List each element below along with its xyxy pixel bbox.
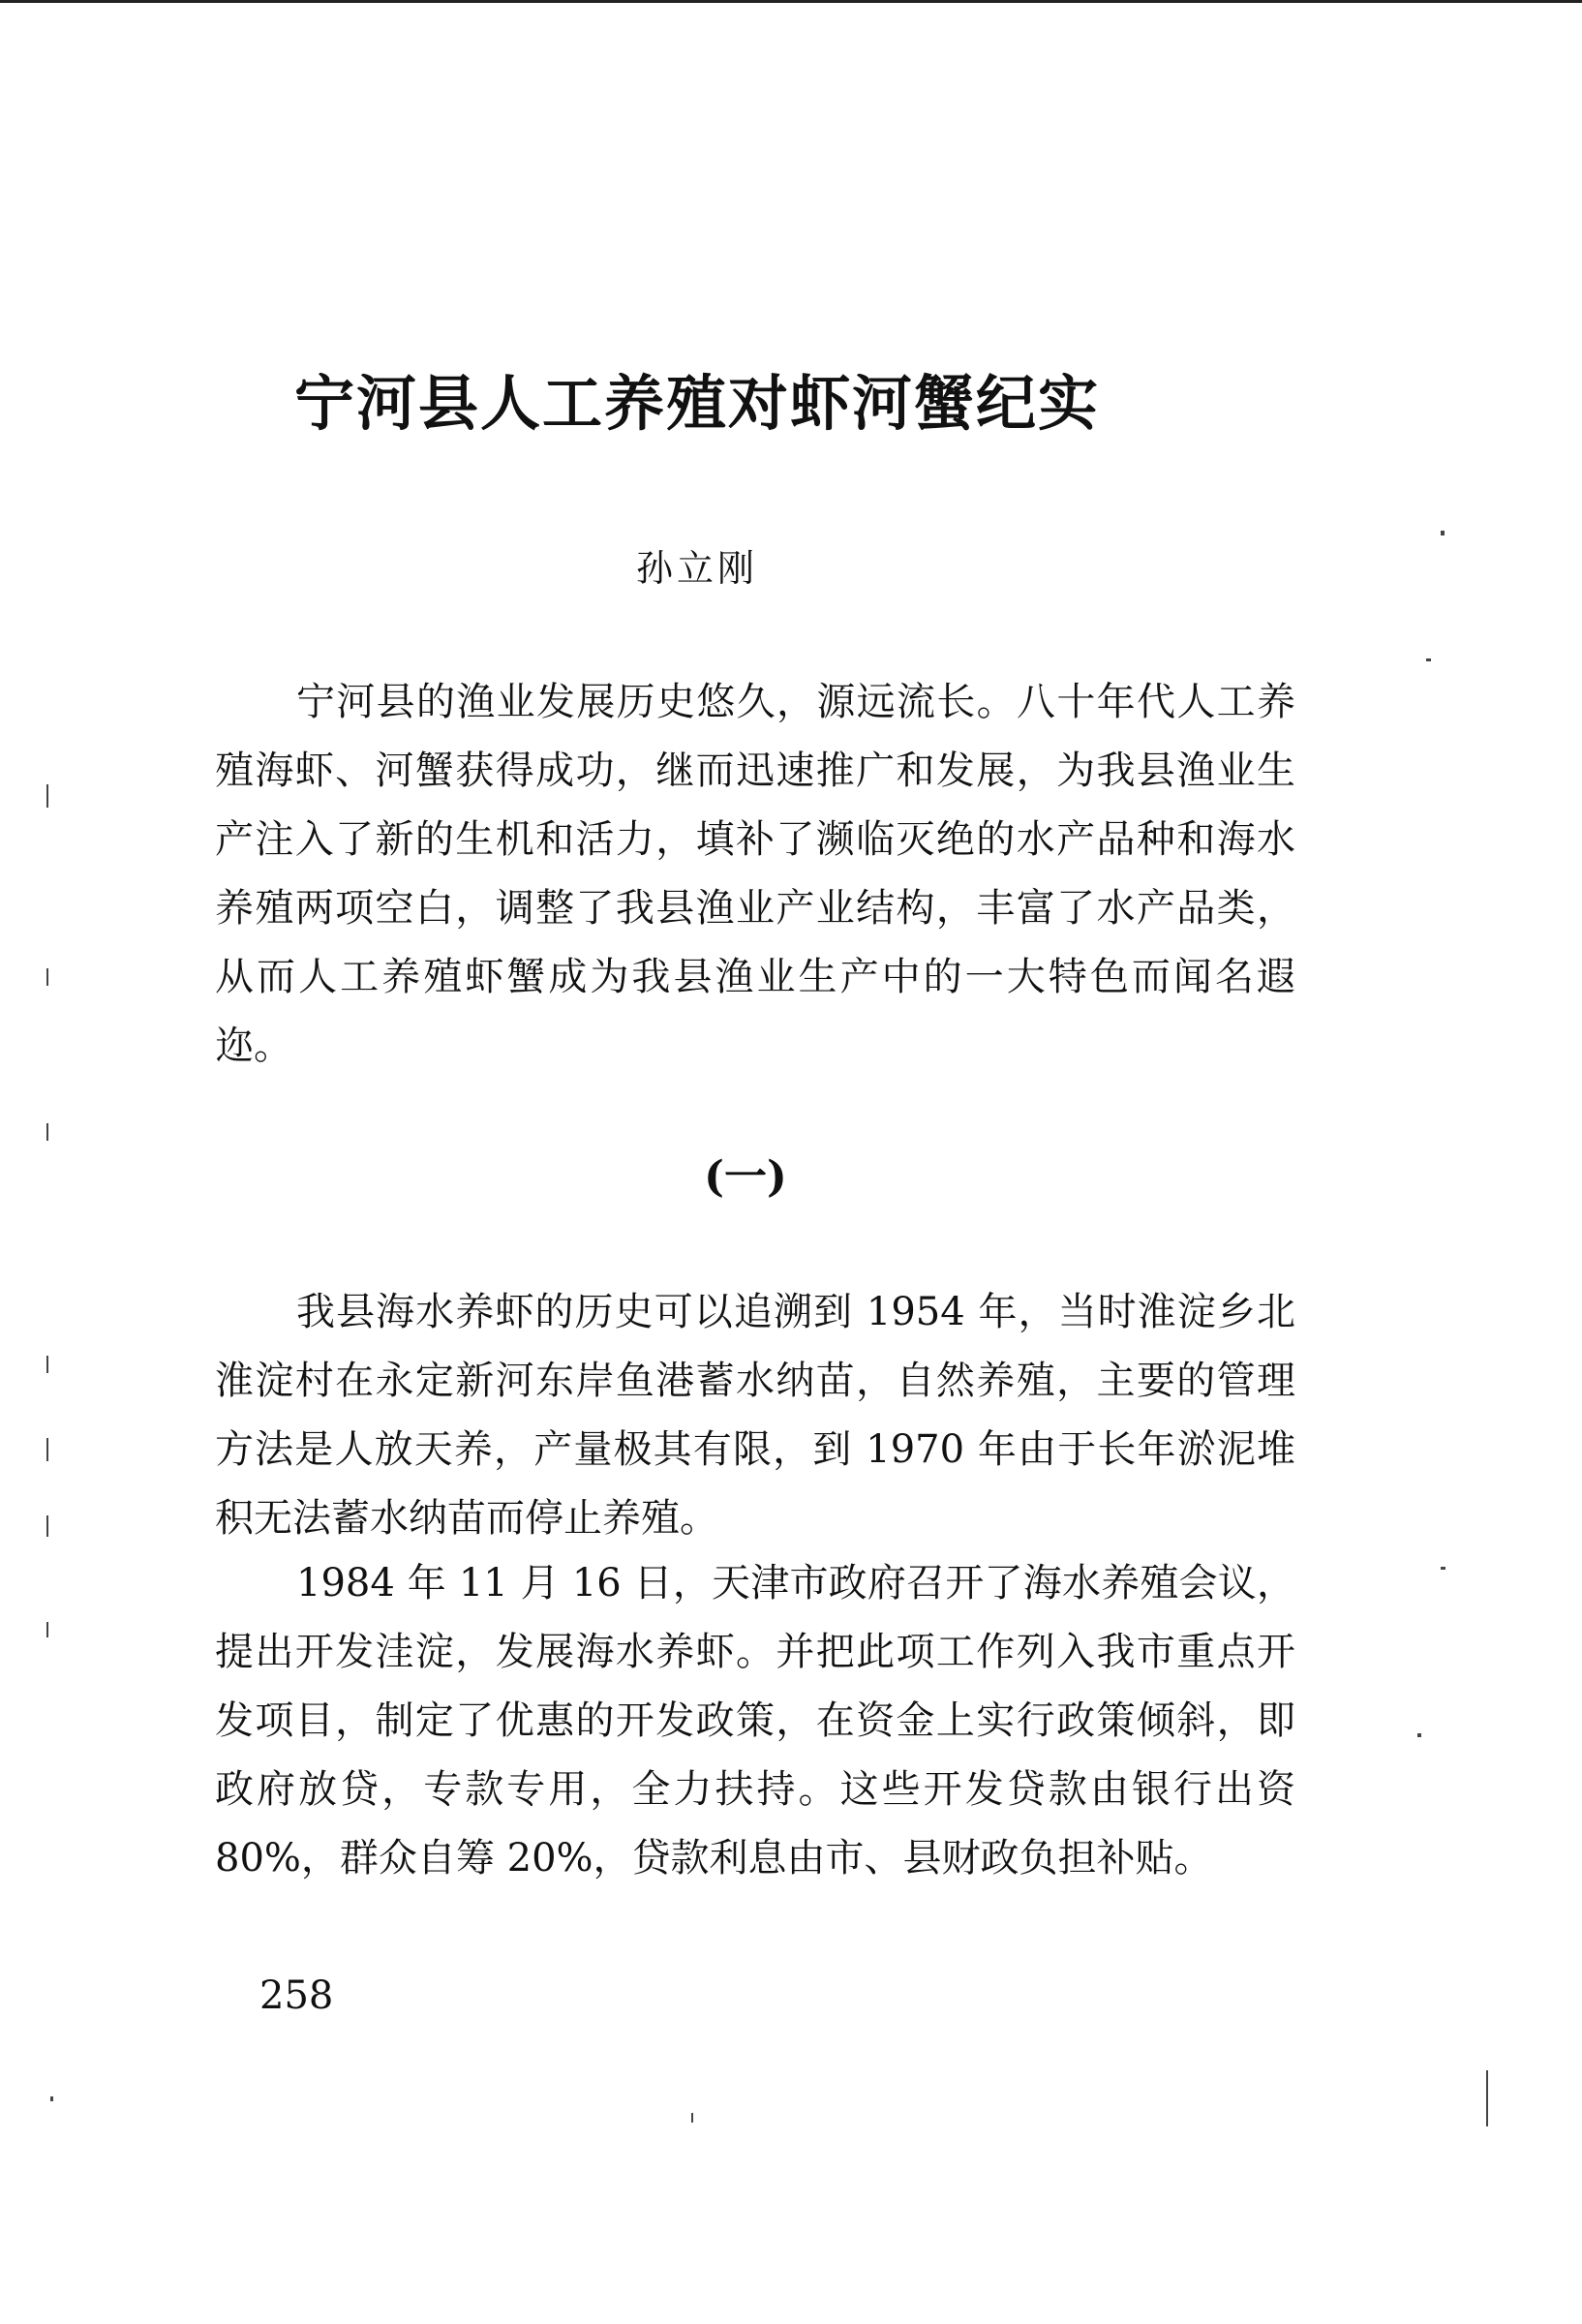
- history-paragraph: 我县海水养虾的历史可以追溯到 1954 年，当时淮淀乡北淮淀村在永定新河东岸鱼港蓄水纳苗，自然养殖，主要的管理方法是人放天养，产量极其有限，到 1970 年由于长年淤泥堆积无法蓄水纳苗而停止养殖。: [215, 1290, 1295, 1541]
- scan-speck: [46, 784, 48, 808]
- scan-speck: [1486, 2070, 1488, 2126]
- scan-speck: [1441, 1567, 1445, 1570]
- scan-speck: [1426, 658, 1431, 661]
- author-name: 孙立刚: [635, 547, 758, 590]
- scan-speck: [46, 968, 48, 986]
- scan-speck: [46, 1622, 48, 1637]
- scan-speck: [46, 1356, 48, 1373]
- document-title: 宁河县人工养殖对虾河蟹纪实: [293, 368, 1100, 439]
- scan-speck: [46, 1515, 48, 1537]
- policy-paragraph: 1984 年 11 月 16 日，天津市政府召开了海水养殖会议，提出开发洼淀，发展海水养虾。并把此项工作列入我市重点开发项目，制定了优惠的开发政策，在资金上实行政策倾斜，即政府放贷，专款专用，全力扶持。这些开发贷款由银行出资 80%，群众自筹 20%，贷款利息由市、县财政负担补贴。: [215, 1561, 1295, 1881]
- page-number: 258: [259, 1973, 334, 2018]
- scan-speck: [46, 1123, 48, 1141]
- scan-speck: [46, 1438, 48, 1461]
- scan-speck: [1417, 1733, 1421, 1737]
- section-heading: (一): [704, 1152, 787, 1202]
- scan-speck: [1441, 531, 1445, 535]
- scan-speck: [691, 2113, 693, 2123]
- scan-speck: [50, 2096, 53, 2101]
- intro-paragraph: 宁河县的渔业发展历史悠久，源远流长。八十年代人工养殖海虾、河蟹获得成功，继而迅速推广和发展，为我县渔业生产注入了新的生机和活力，填补了濒临灭绝的水产品种和海水养殖两项空白，调整了我县渔业产业结构，丰富了水产品类，从而人工养殖虾蟹成为我县渔业生产中的一大特色而闻名遐迩。: [215, 680, 1295, 1068]
